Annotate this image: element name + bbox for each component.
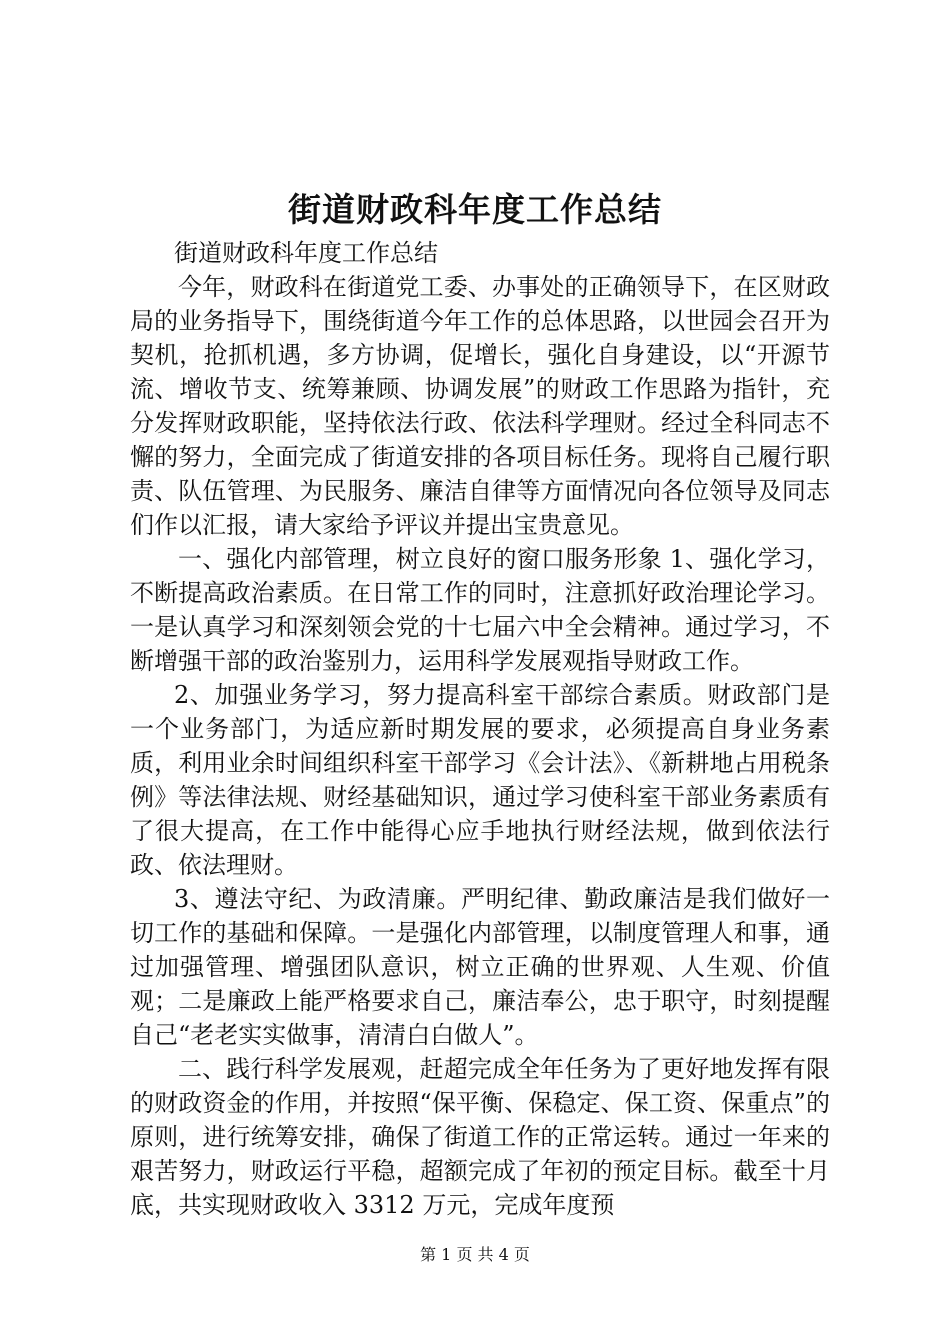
document-body [130, 236, 830, 1222]
intro-paragraph: 今年，财政科在街道党工委、办事处的正确领导下，在区财政局的业务指导下，围绕街道今年工作的总体思路，以世园会召开为契机，抢抓机遇，多方协调，促增长，强化自身建设，以“开源节流、增收节支、统筹兼顾、协调发展”的财政工作思路为指针，充分发挥财政职能，坚持依法行政、依法科学理财。经过全科同志不懈的努力，全面完成了街道安排的各项目标任务。现将自己履行职责、队伍管理、为民服务、廉洁自律等方面情况向各位领导及同志们作以汇报，请大家给予评议并提出宝贵意见。 [130, 273, 830, 539]
page-footer: 第 1 页 共 4 页 [420, 1245, 530, 1264]
item-two-paragraph: 2、加强业务学习，努力提高科室干部综合素质。财政部门是一个业务部门，为适应新时期发展的要求，必须提高自身业务素质，利用业余时间组织科室干部学习《会计法》、《新耕地占用税条例》等法律法规、财经基础知识，通过学习使科室干部业务素质有了很大提高，在工作中能得心应手地执行财经法规，做到依法行政、依法理财。 [130, 681, 830, 879]
section-one-paragraph: 一、强化内部管理，树立良好的窗口服务形象 1、强化学习，不断提高政治素质。在日常工作的同时，注意抓好政治理论学习。一是认真学习和深刻领会党的十七届六中全会精神。通过学习，不断增强干部的政治鉴别力，运用科学发展观指导财政工作。 [130, 545, 830, 675]
section-two-paragraph: 二、践行科学发展观，赶超完成全年任务为了更好地发挥有限的财政资金的作用，并按照“保平衡、保稳定、保工资、保重点”的原则，进行统筹安排，确保了街道工作的正常运转。通过一年来的艰苦努力，财政运行平稳，超额完成了年初的预定目标。截至十月底，共实现财政收入 3312 万元，完成年度预 [130, 1055, 830, 1219]
item-three-paragraph: 3、遵法守纪、为政清廉。严明纪律、勤政廉洁是我们做好一切工作的基础和保障。一是强化内部管理，以制度管理人和事，通过加强管理、增强团队意识，树立正确的世界观、人生观、价值观；二是廉政上能严格要求自己，廉洁奉公，忠于职守，时刻提醒自己“老老实实做事，清清白白做人”。 [130, 885, 830, 1049]
document-title: 街道财政科年度工作总结 [288, 190, 662, 229]
document-subtitle-paragraph: 街道财政科年度工作总结 [174, 239, 438, 267]
